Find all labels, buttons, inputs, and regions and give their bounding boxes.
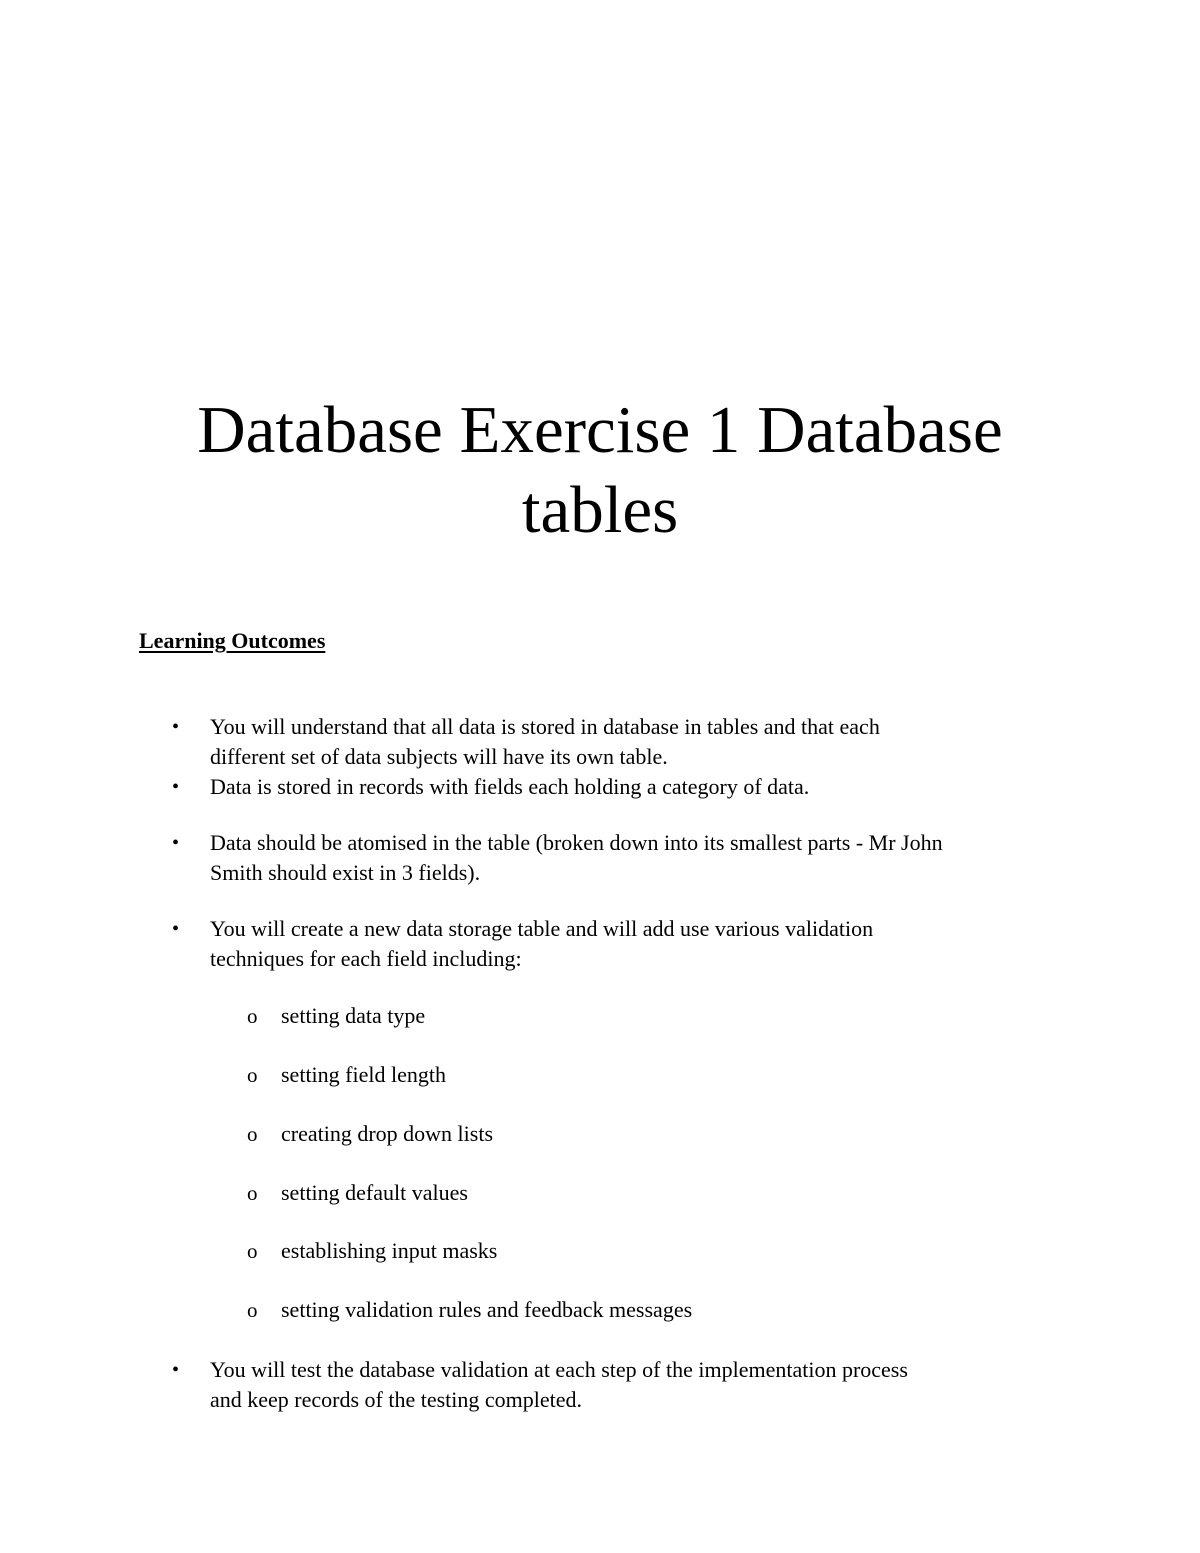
bullet-icon: • — [172, 776, 180, 798]
outcome-1-line-2: different set of data subjects will have its own table. — [210, 744, 668, 769]
sub-bullet-icon: o — [247, 1063, 258, 1087]
sub-bullet-icon: o — [247, 1298, 258, 1322]
outcome-4-line-1: You will create a new data storage table and will add use various validation — [210, 916, 874, 941]
title-line-2: tables — [521, 473, 679, 547]
document-title — [0, 390, 1200, 550]
bullet-icon: • — [172, 716, 180, 738]
learning-outcomes-heading: Learning Outcomes — [139, 628, 326, 653]
outcome-item-3 — [210, 828, 1090, 888]
technique-item-3: creating drop down lists — [281, 1121, 494, 1146]
outcome-5-line-1: You will test the database validation at each step of the implementation process — [210, 1357, 908, 1382]
outcome-item-5 — [210, 1355, 1090, 1415]
outcome-item-4 — [210, 914, 1090, 974]
bullet-icon: • — [172, 918, 180, 940]
technique-item-4: setting default values — [281, 1180, 468, 1205]
bullet-icon: • — [172, 1359, 180, 1381]
outcome-3-line-1: Data should be atomised in the table (broken down into its smallest parts - Mr John — [210, 830, 943, 855]
sub-bullet-icon: o — [247, 1004, 258, 1028]
outcome-4-line-2: techniques for each field including: — [210, 946, 522, 971]
technique-item-1: setting data type — [281, 1003, 426, 1028]
outcome-item-1 — [210, 712, 1090, 772]
outcome-3-line-2: Smith should exist in 3 fields). — [210, 860, 481, 885]
outcome-item-2 — [210, 772, 1090, 802]
sub-bullet-icon: o — [247, 1181, 258, 1205]
technique-item-5: establishing input masks — [281, 1238, 498, 1263]
title-line-1: Database Exercise 1 Database — [197, 393, 1003, 467]
outcome-5-line-2: and keep records of the testing completed. — [210, 1387, 583, 1412]
sub-bullet-icon: o — [247, 1122, 258, 1146]
outcome-1-line-1: You will understand that all data is stored in database in tables and that each — [210, 714, 880, 739]
bullet-icon: • — [172, 832, 180, 854]
sub-bullet-icon: o — [247, 1239, 258, 1263]
technique-item-2: setting field length — [281, 1062, 446, 1087]
outcome-2-line-1: Data is stored in records with fields each holding a category of data. — [210, 774, 810, 799]
technique-item-6: setting validation rules and feedback messages — [281, 1297, 693, 1322]
